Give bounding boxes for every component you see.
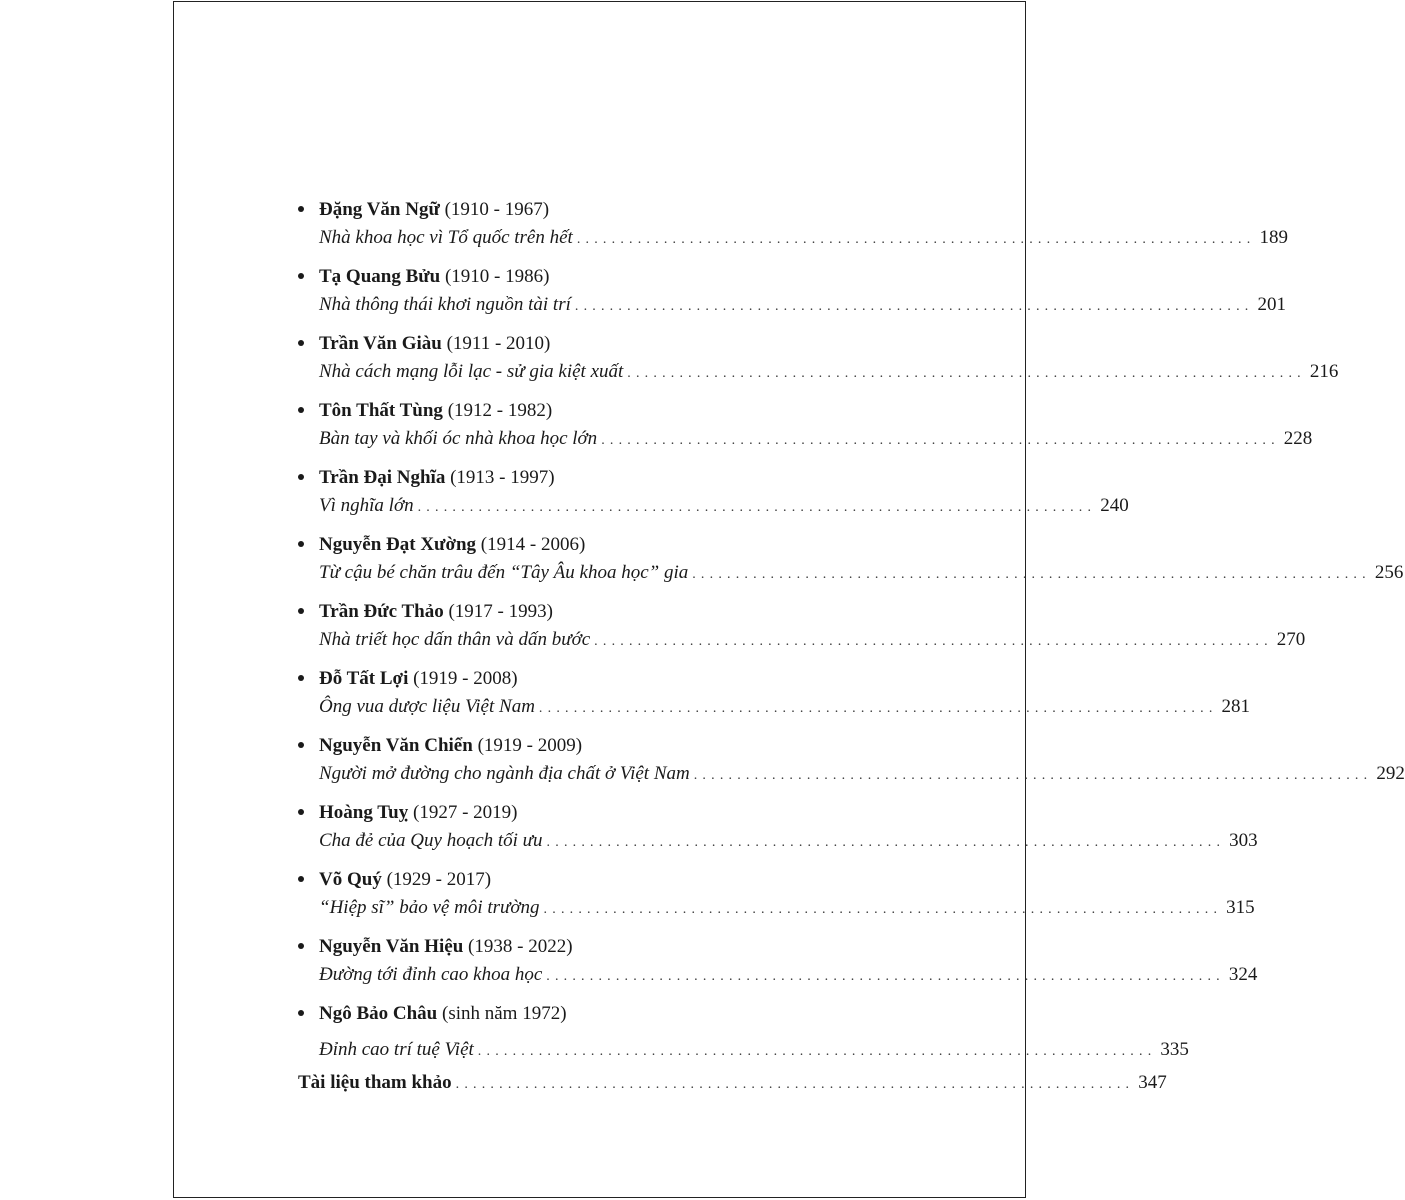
life-years: (1910 - 1986) [444,266,550,287]
toc-entry [298,330,1339,397]
toc-entry [298,196,1288,263]
dot-leader: .............................................................................. [538,701,1218,716]
person-name: Tôn Thất Tùng [319,400,443,421]
chapter-title: Ông vua dược liệu Việt Nam [319,696,535,717]
person-name: Ngô Bảo Châu [319,1003,438,1024]
entry-heading [319,397,552,425]
entry-line [319,693,1251,723]
toc-entry [298,799,1258,866]
person-name: Hoàng Tuỵ [319,802,409,823]
life-years: (sinh năm 1972) [442,1003,567,1024]
person-name: Võ Quý [319,869,382,890]
page-number: 189 [1259,227,1288,248]
entry-heading [319,866,491,894]
dot-leader: .............................................................................. [455,1077,1135,1092]
life-years: (1911 - 2010) [446,333,551,354]
entry-heading [319,732,582,760]
person-name: Trần Văn Giàu [319,333,442,354]
chapter-title: Bàn tay và khối óc nhà khoa học lớn [319,428,598,449]
person-name: Trần Đức Thảo [319,601,444,622]
page-number: 303 [1229,830,1258,851]
page-number: 228 [1283,428,1313,449]
toc-entry [298,397,1313,464]
dot-leader: .............................................................................. [477,1044,1157,1059]
page-number: 324 [1228,964,1258,985]
entry-line [319,827,1258,857]
toc-entry [298,531,1404,598]
life-years: (1919 - 2008) [413,668,518,689]
entry-heading [319,263,549,291]
dot-leader: .............................................................................. [601,433,1280,448]
dot-leader: .............................................................................. [576,232,1256,247]
page-number: 216 [1309,361,1339,382]
person-name: Nguyễn Văn Chiển [319,735,473,756]
bullet-icon [298,407,304,413]
person-name: Tạ Quang Bửu [319,266,441,287]
chapter-title: Cha đẻ của Quy hoạch tối ưu [319,830,543,851]
entry-heading [319,531,585,559]
page-number: 201 [1257,294,1286,315]
life-years: (1919 - 2009) [477,735,583,756]
life-years: (1912 - 1982) [447,400,553,421]
life-years: (1927 - 2019) [413,802,518,823]
toc-entry [298,598,1306,665]
chapter-title: Nhà cách mạng lỗi lạc - sử gia kiệt xuất [319,361,624,382]
chapter-title: Đỉnh cao trí tuệ Việt [319,1039,474,1060]
bullet-icon [298,474,304,480]
bullet-icon [298,675,304,681]
page-number: 270 [1276,629,1306,650]
page-number: 281 [1221,696,1251,717]
dot-leader: .............................................................................. [574,299,1254,314]
dot-leader: .............................................................................. [546,835,1226,850]
entry-heading [319,196,549,224]
toc-entry [298,866,1255,933]
chapter-title: Nhà triết học dấn thân và dấn bước [319,629,591,650]
toc-entry [298,464,1129,531]
bullet-icon [298,340,304,346]
bullet-icon [298,809,304,815]
bullet-icon [298,742,304,748]
bullet-icon [298,943,304,949]
page-number: 335 [1160,1039,1189,1060]
chapter-title: Người mở đường cho ngành địa chất ở Việt Nam [319,763,690,784]
entry-line [319,1036,1189,1066]
life-years: (1929 - 2017) [386,869,492,890]
entry-heading [319,464,555,492]
chapter-title: Đường tới đỉnh cao khoa học [319,964,543,985]
page-number: 315 [1226,897,1255,918]
page-number: 240 [1100,495,1129,516]
table-of-contents [298,196,1405,1079]
person-name: Đỗ Tất Lợi [319,668,409,689]
chapter-title: Nhà thông thái khơi nguồn tài trí [319,294,571,315]
person-name: Nguyễn Văn Hiệu [319,936,464,957]
life-years: (1910 - 1967) [444,199,550,220]
page-number: 256 [1374,562,1404,583]
page-number: 292 [1376,763,1405,784]
dot-leader: .............................................................................. [692,567,1371,582]
toc-entry [298,933,1258,1000]
references-entry [298,1069,1167,1099]
dot-leader: .............................................................................. [627,366,1306,381]
page-number: 347 [1138,1072,1167,1093]
life-years: (1917 - 1993) [448,601,553,622]
chapter-title: Nhà khoa học vì Tổ quốc trên hết [319,227,573,248]
chapter-title: “Hiệp sĩ” bảo vệ môi trường [319,897,540,918]
entry-heading [319,933,573,961]
person-name: Đặng Văn Ngữ [319,199,440,220]
chapter-title: Vì nghĩa lớn [319,495,414,516]
entry-line [319,559,1404,589]
bullet-icon [298,1010,304,1016]
bullet-icon [298,876,304,882]
dot-leader: .............................................................................. [594,634,1273,649]
toc-entry [298,1000,1189,1079]
entry-heading [319,598,553,626]
bullet-icon [298,273,304,279]
toc-entry [298,263,1286,330]
dot-leader: .............................................................................. [543,902,1223,917]
entry-line [319,291,1286,321]
entry-line [319,626,1306,656]
entry-line [319,358,1339,388]
dot-leader: .............................................................................. [546,969,1225,984]
entry-line [319,760,1405,790]
dot-leader: .............................................................................. [417,500,1097,515]
person-name: Trần Đại Nghĩa [319,467,446,488]
life-years: (1938 - 2022) [468,936,573,957]
entry-line [319,492,1129,522]
entry-line [319,425,1313,455]
entry-heading [319,1000,567,1028]
toc-entry [298,732,1405,799]
entry-line [319,224,1288,254]
toc-entry [298,665,1251,732]
dot-leader: .............................................................................. [693,768,1373,783]
references-title: Tài liệu tham khảo [298,1072,452,1093]
entry-line [319,961,1258,991]
bullet-icon [298,608,304,614]
person-name: Nguyễn Đạt Xường [319,534,477,555]
life-years: (1914 - 2006) [480,534,586,555]
bullet-icon [298,541,304,547]
entry-heading [319,330,550,358]
life-years: (1913 - 1997) [450,467,555,488]
chapter-title: Từ cậu bé chăn trâu đến “Tây Âu khoa học” gia [319,562,689,583]
entry-line [319,894,1255,924]
entry-heading [319,799,517,827]
entry-heading [319,665,518,693]
bullet-icon [298,206,304,212]
